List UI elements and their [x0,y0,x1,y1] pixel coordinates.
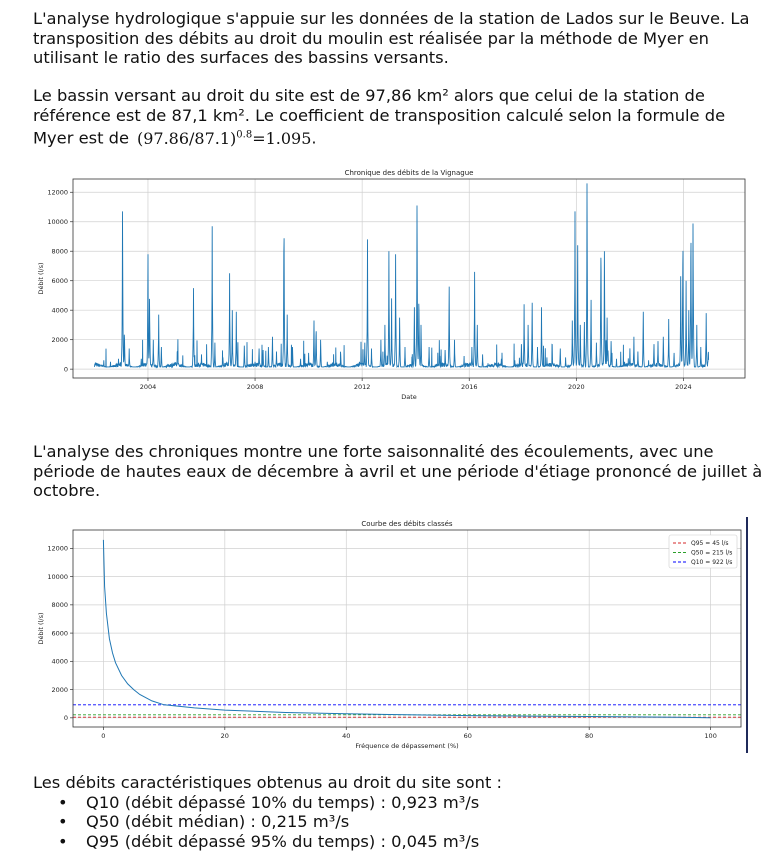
formula-base: (97.86/87.1) [136,128,237,148]
x-tick-label: 2020 [568,383,585,391]
chart-title: Chronique des débits de la Vignague [344,169,474,177]
plot-area [73,530,741,727]
x-tick-label: 40 [342,732,351,740]
legend [669,535,737,568]
y-axis-label: Débit (l/s) [37,262,45,295]
x-tick-label: 80 [585,732,594,740]
y-tick-label: 0 [63,714,68,723]
paragraph-myer [33,86,763,148]
plot-area [73,179,745,378]
myer-text: Le bassin versant au droit du site est de 97,86 km² alors que celui de la station de référence est de 87,1 km². Le coefficient de transposition calculé selon la formule de Myer est de [33,86,726,148]
y-tick-label: 12000 [47,544,68,553]
x-axis-label: Date [401,393,417,401]
y-tick-label: 0 [63,365,68,374]
x-tick-label: 60 [463,732,472,740]
y-tick-label: 6000 [51,277,68,286]
myer-formula [137,129,311,148]
discharge-timeseries-chart [33,166,749,402]
paragraph-seasonality: L'analyse des chroniques montre une forte saisonnalité des écoulements, avec une période de hautes eaux de décembre à avril et une période d'étiage prononcé de juillet à octobre. [33,442,763,501]
y-tick-label: 4000 [51,657,68,666]
flow-duration-curve-chart [33,517,745,753]
paragraph-station: L'analyse hydrologique s'appuie sur les données de la station de Lados sur le Beuve. La transposition des débits au droit du moulin est réalisée par la méthode de Myer en utilisant le ratio des surfaces des bassins versants. [33,9,750,68]
result-q50: • Q50 (débit médian) : 0,215 m³/s [52,812,479,831]
x-tick-label: 2008 [246,383,264,391]
formula-result: =1.095 [252,128,312,148]
y-tick-label: 12000 [47,188,68,197]
results-intro: Les débits caractéristiques obtenus au droit du site sont : [33,773,502,792]
legend-label-q10: Q10 = 922 l/s [691,559,733,567]
y-tick-label: 10000 [47,218,68,227]
x-tick-label: 2004 [139,383,157,391]
y-tick-label: 2000 [51,335,68,344]
y-tick-label: 2000 [51,685,68,694]
x-tick-label: 100 [704,732,717,740]
x-axis-label: Fréquence de dépassement (%) [355,742,459,750]
result-q95: • Q95 (débit dépassé 95% du temps) : 0,045 m³/s [52,832,479,851]
formula-exponent: 0.8 [236,129,253,141]
result-q10: • Q10 (débit dépassé 10% du temps) : 0,923 m³/s [52,793,479,812]
x-tick-label: 20 [220,732,229,740]
x-tick-label: 2024 [675,383,692,391]
x-tick-label: 0 [101,732,106,740]
formula-period: . [311,128,317,148]
y-tick-label: 4000 [51,306,68,315]
x-tick-label: 2012 [353,383,371,391]
y-tick-label: 6000 [51,629,68,638]
legend-label-q95: Q95 = 45 l/s [691,540,729,548]
y-tick-label: 10000 [47,572,68,581]
y-tick-label: 8000 [51,247,68,256]
side-rule [746,517,748,753]
y-axis-label: Débit (l/s) [37,612,45,645]
results-list [52,793,479,851]
chart-title: Courbe des débits classés [361,520,453,528]
x-tick-label: 2016 [460,383,478,391]
y-tick-label: 8000 [51,601,68,610]
legend-label-q50: Q50 = 215 l/s [691,549,733,557]
